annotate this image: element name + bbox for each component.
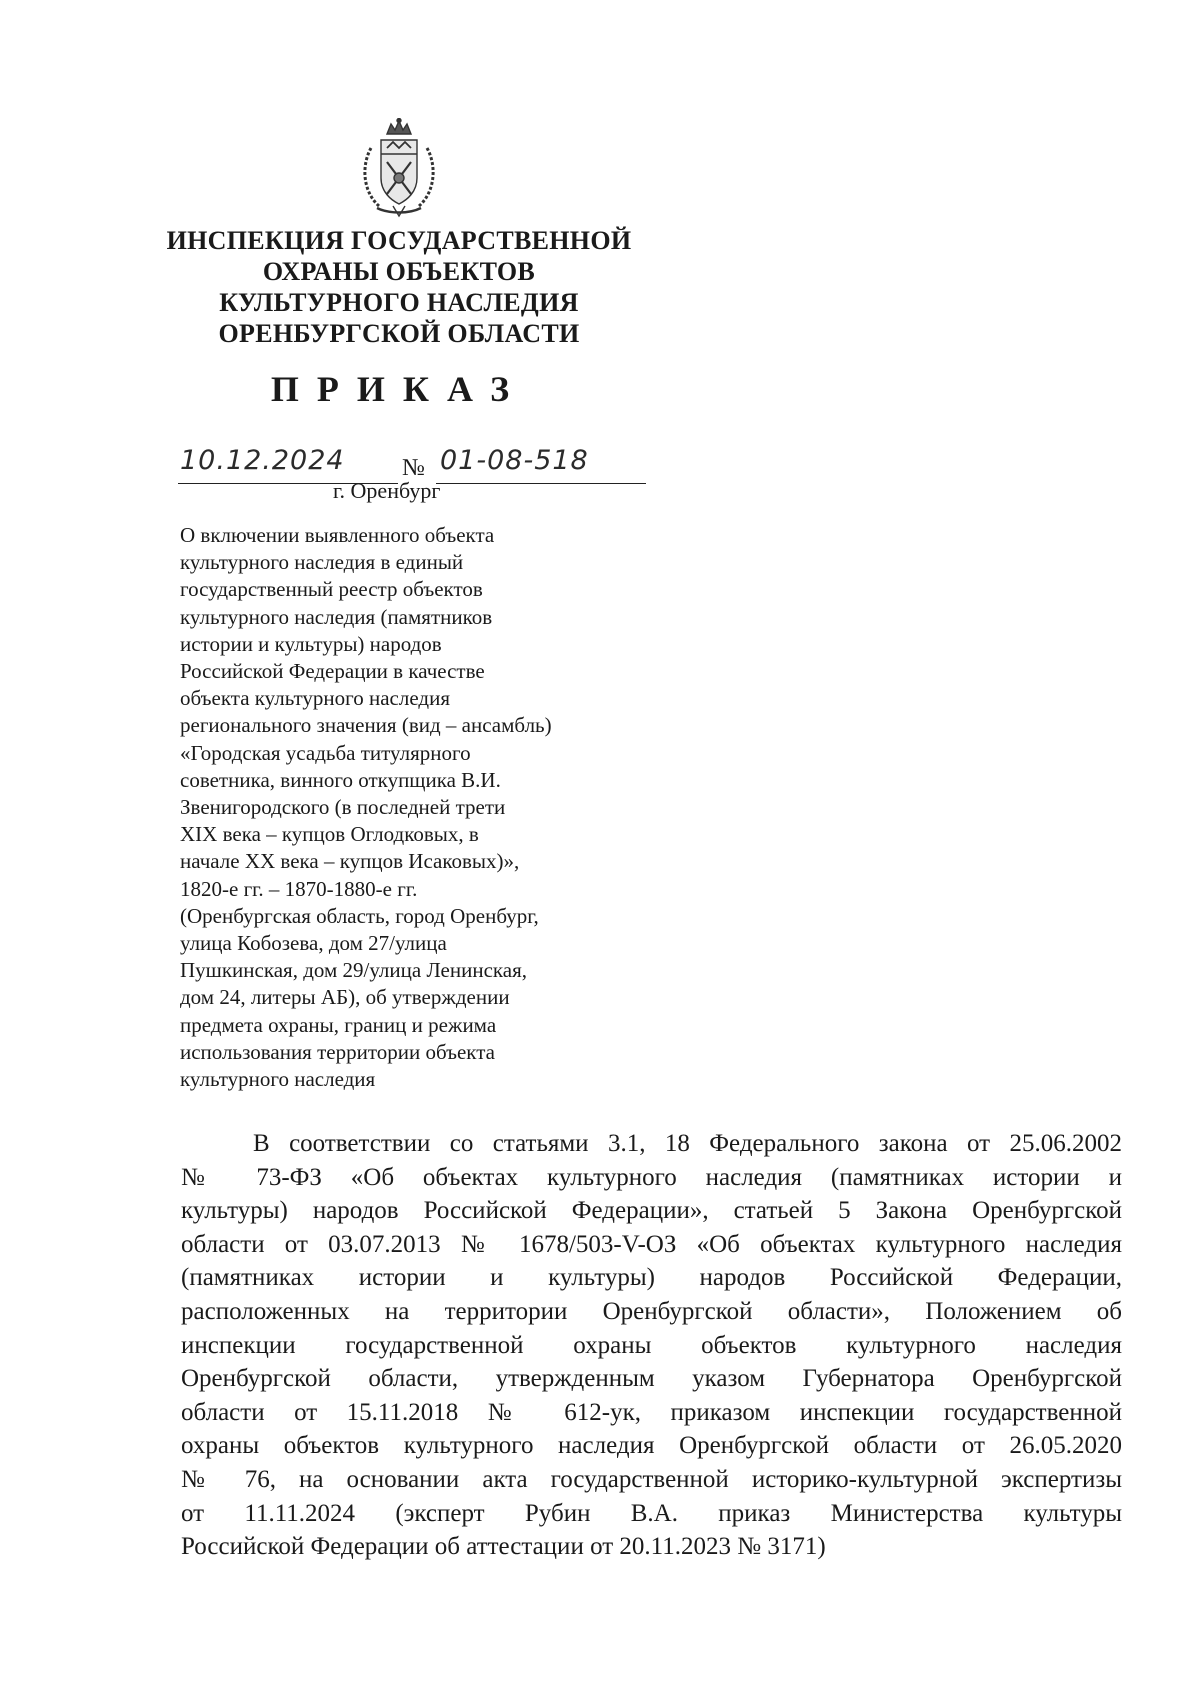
subject-line: использования территории объекта bbox=[180, 1039, 495, 1064]
subject-line: объекта культурного наследия bbox=[180, 686, 450, 711]
subject-line: XIX века – купцов Оглодковых, в bbox=[180, 822, 479, 847]
body-line: культуры) народов Российской Федерации», статьей 5 Закона Оренбургской bbox=[181, 1197, 1122, 1225]
subject-line: регионального значения (вид – ансамбль) bbox=[180, 713, 552, 738]
document-body bbox=[181, 1127, 1122, 1564]
agency-name-line: ОХРАНЫ ОБЪЕКТОВ bbox=[262, 257, 536, 286]
subject-line: «Городская усадьба титулярного bbox=[180, 740, 471, 765]
body-line: инспекции государственной охраны объектов культурного наследия bbox=[181, 1331, 1122, 1359]
subject-line: улица Кобозева, дом 27/улица bbox=[180, 931, 447, 956]
agency-name bbox=[160, 225, 638, 349]
subject-line: О включении выявленного объекта bbox=[180, 523, 495, 547]
document-subject bbox=[180, 522, 620, 1093]
subject-line: культурного наследия bbox=[180, 1067, 376, 1092]
body-line: № 73-ФЗ «Об объектах культурного наследия (памятниках истории и bbox=[181, 1163, 1122, 1191]
agency-name-line: КУЛЬТУРНОГО НАСЛЕДИЯ bbox=[219, 288, 579, 317]
body-line: (памятниках истории и культуры) народов Российской Федерации, bbox=[181, 1264, 1122, 1292]
subject-line: Пушкинская, дом 29/улица Ленинская, bbox=[180, 958, 528, 983]
body-line: расположенных на территории Оренбургской области», Положением об bbox=[181, 1297, 1122, 1325]
number-sign: № bbox=[402, 455, 425, 481]
subject-line: Звенигородского (в последней трети bbox=[180, 795, 506, 820]
subject-line: предмета охраны, границ и режима bbox=[180, 1012, 497, 1037]
subject-line: советника, винного откупщика В.И. bbox=[180, 767, 501, 792]
subject-line: (Оренбургская область, город Оренбург, bbox=[180, 903, 539, 928]
body-line: В соответствии со статьями 3.1, 18 Федерального закона от 25.06.2002 bbox=[253, 1130, 1122, 1157]
coat-of-arms-icon bbox=[357, 118, 441, 218]
subject-line: культурного наследия (памятников bbox=[180, 604, 493, 629]
body-line: охраны объектов культурного наследия Оренбургской области от 26.05.2020 bbox=[181, 1432, 1122, 1460]
subject-line: начале XX века – купцов Исаковых)», bbox=[180, 849, 520, 874]
number-underline bbox=[436, 483, 646, 484]
body-line: области от 03.07.2013 № 1678/503-V-ОЗ «Об объектах культурного наследия bbox=[181, 1230, 1122, 1258]
body-line: Российской Федерации об аттестации от 20.11.2023 № 3171) bbox=[181, 1533, 826, 1561]
document-date: 10.12.2024 bbox=[180, 445, 345, 476]
document-number: 01-08-518 bbox=[440, 445, 589, 476]
subject-line: истории и культуры) народов bbox=[180, 631, 442, 656]
agency-name-line: ИНСПЕКЦИЯ ГОСУДАРСТВЕННОЙ bbox=[166, 226, 632, 255]
subject-line: 1820-е гг. – 1870-1880-е гг. bbox=[180, 876, 418, 901]
subject-line: дом 24, литеры АБ), об утверждении bbox=[180, 985, 510, 1010]
document-type: ПРИКАЗ bbox=[270, 369, 528, 409]
body-line: № 76, на основании акта государственной историко-культурной экспертизы bbox=[181, 1465, 1122, 1493]
body-line: Оренбургской области, утвержденным указом Губернатора Оренбургской bbox=[181, 1365, 1122, 1393]
document-city: г. Оренбург bbox=[333, 478, 441, 503]
agency-name-line: ОРЕНБУРГСКОЙ ОБЛАСТИ bbox=[218, 319, 580, 348]
subject-line: Российской Федерации в качестве bbox=[180, 659, 485, 684]
body-line: от 11.11.2024 (эксперт Рубин В.А. приказ Министерства культуры bbox=[181, 1499, 1122, 1527]
subject-line: государственный реестр объектов bbox=[180, 577, 483, 602]
subject-line: культурного наследия в единый bbox=[180, 550, 464, 575]
body-line: области от 15.11.2018 № 612-ук, приказом инспекции государственной bbox=[181, 1398, 1122, 1426]
